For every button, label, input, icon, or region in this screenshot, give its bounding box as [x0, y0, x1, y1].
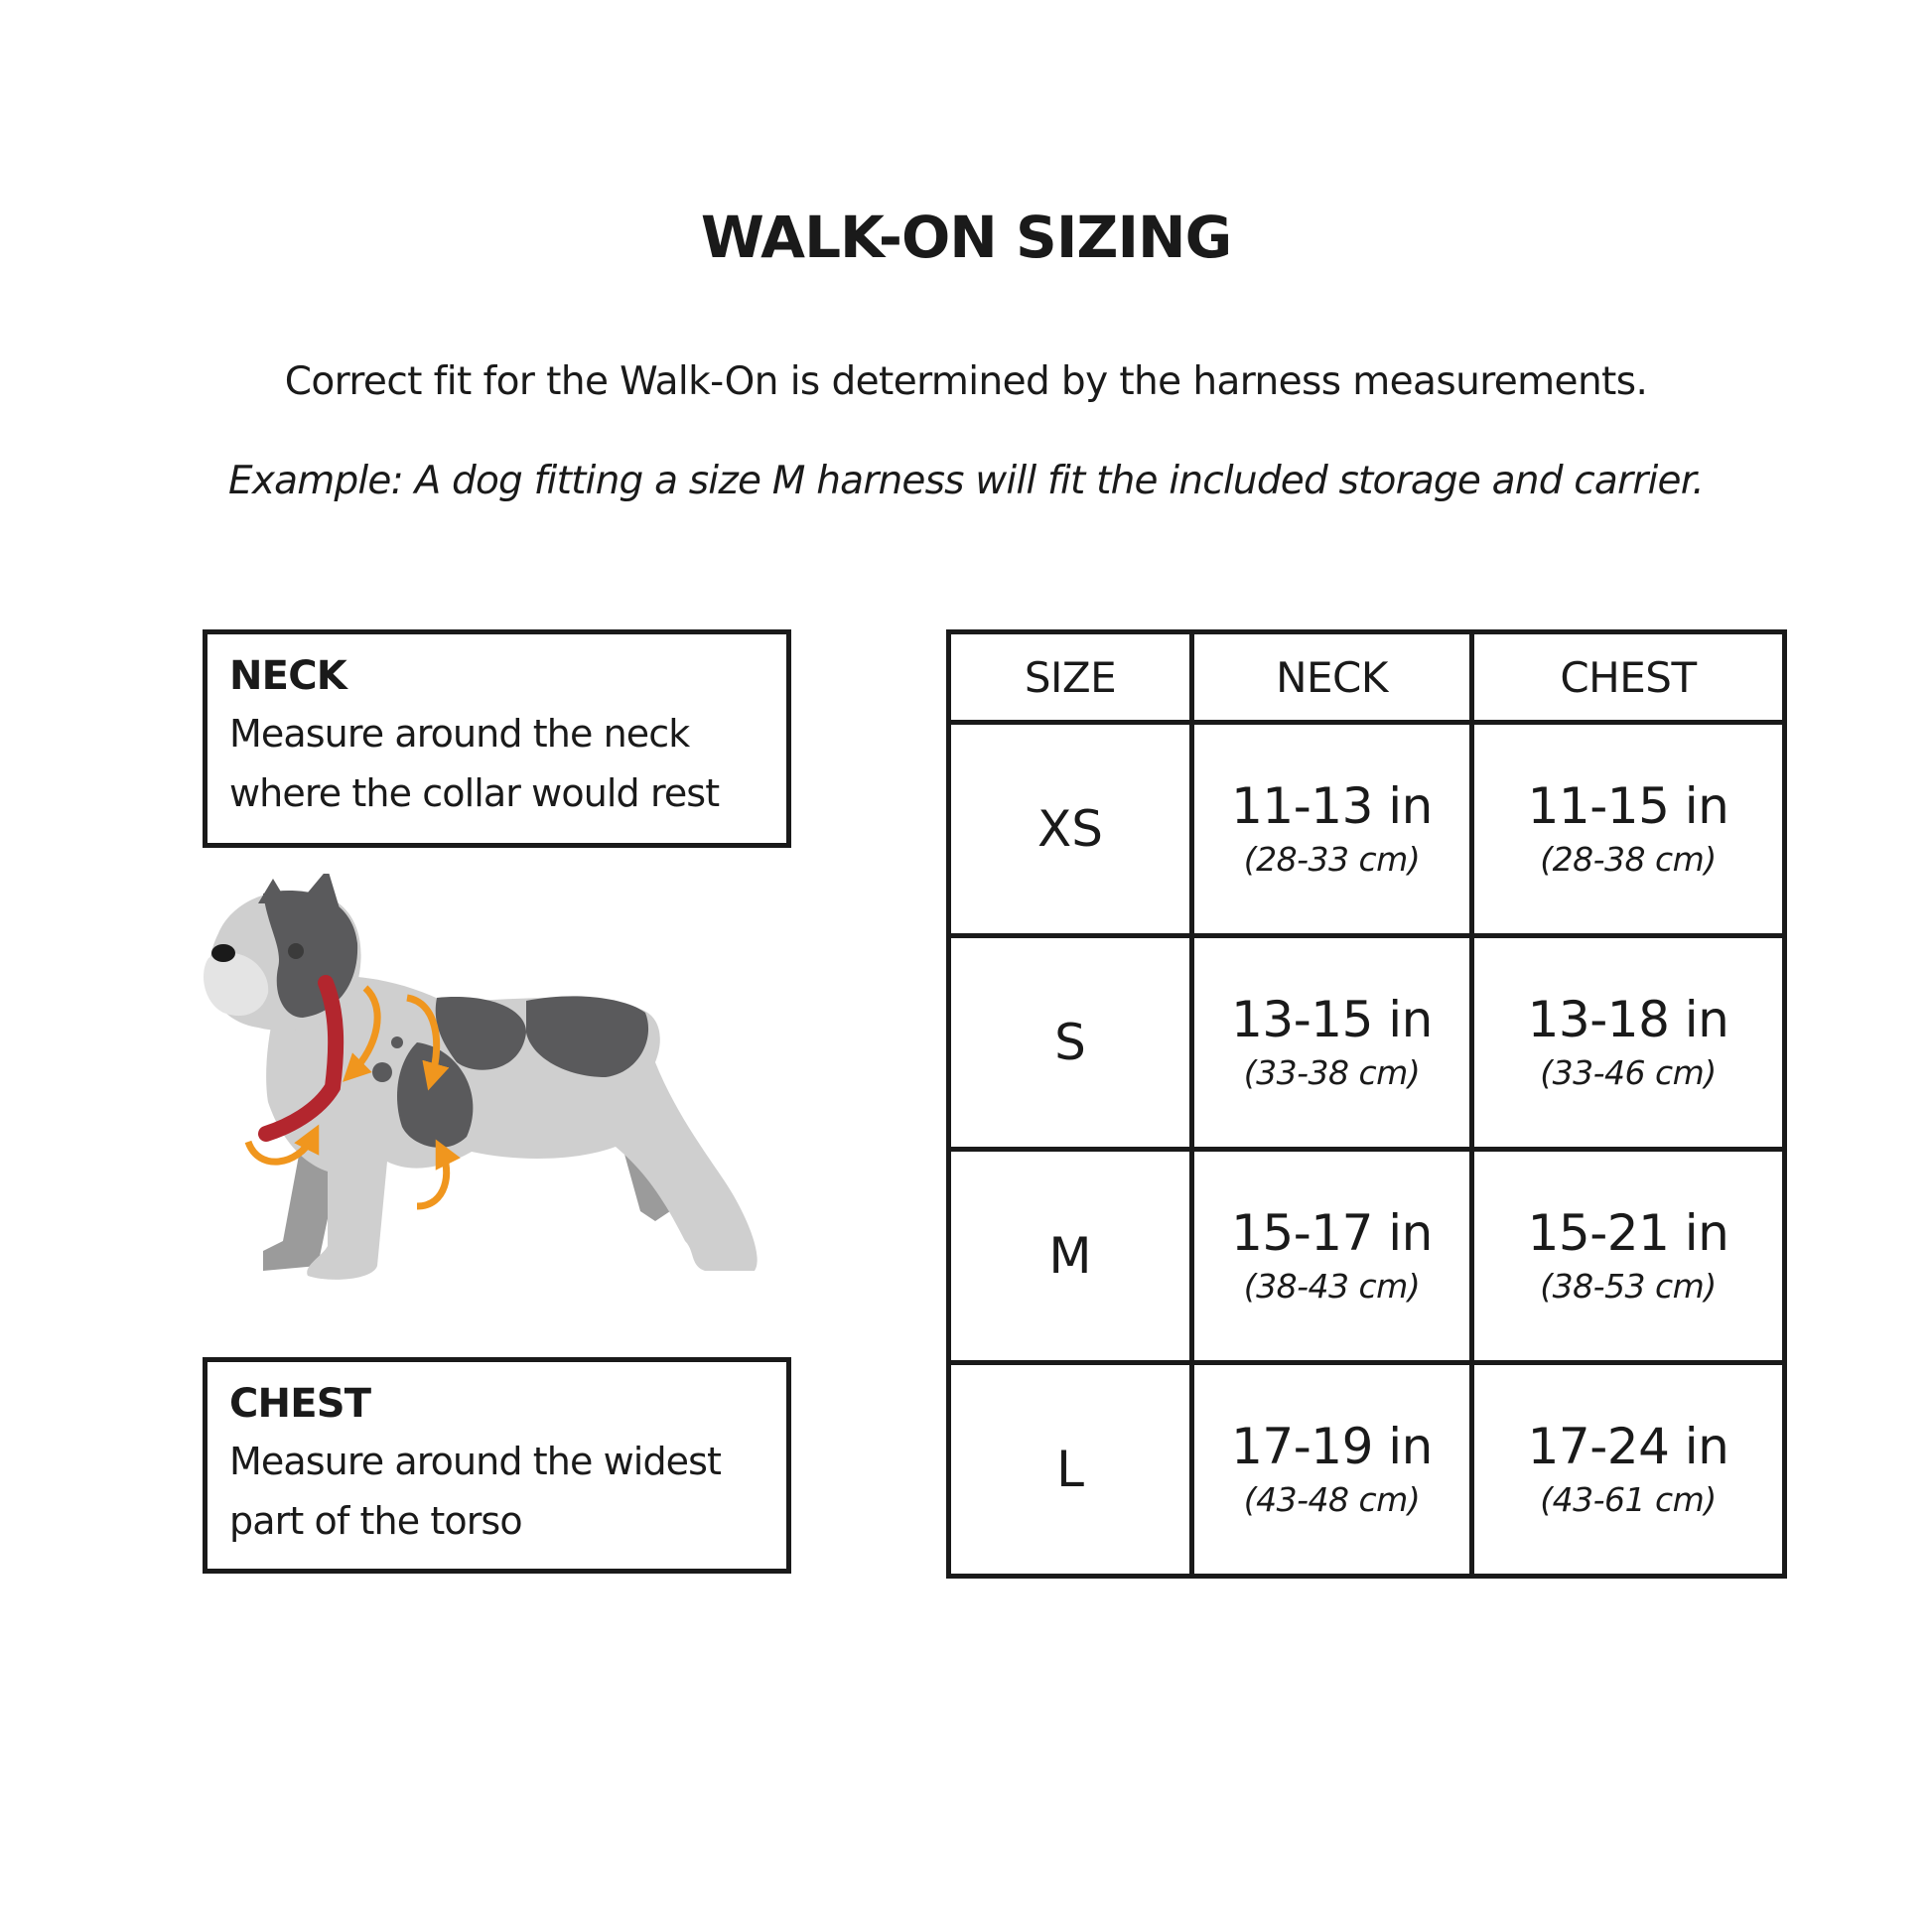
size-label: M [949, 1150, 1192, 1363]
chest-inches: 11-15 in [1527, 777, 1729, 835]
table-header-row [949, 632, 1785, 723]
neck-cell [1192, 936, 1472, 1150]
size-chart-table [946, 629, 1787, 1579]
neck-inches: 15-17 in [1231, 1204, 1433, 1262]
chest-inches: 15-21 in [1527, 1204, 1729, 1262]
neck-cm: (33-38 cm) [1243, 1053, 1421, 1092]
chest-desc-line2: part of the torso [229, 1499, 522, 1543]
neck-cell [1192, 1363, 1472, 1577]
chest-cell [1472, 936, 1785, 1150]
neck-cell [1192, 723, 1472, 936]
neck-measure-box [203, 629, 791, 848]
neck-cm: (28-33 cm) [1243, 840, 1421, 879]
table-row [949, 936, 1785, 1150]
chest-cm: (33-46 cm) [1540, 1053, 1717, 1092]
neck-inches: 17-19 in [1231, 1418, 1433, 1475]
chest-cm: (43-61 cm) [1540, 1480, 1717, 1519]
dog-eye [288, 943, 304, 959]
chest-desc-line1: Measure around the widest [229, 1440, 722, 1483]
table-row [949, 723, 1785, 936]
fit-description: Correct fit for the Walk-On is determined by the harness measurements. [284, 359, 1648, 404]
neck-desc-line2: where the collar would rest [229, 771, 720, 815]
chest-cell [1472, 1150, 1785, 1363]
size-label: XS [949, 723, 1192, 936]
header-neck: NECK [1192, 632, 1472, 723]
dog-nose [211, 944, 235, 962]
chest-heading: CHEST [229, 1381, 371, 1427]
page-title: WALK-ON SIZING [700, 204, 1232, 271]
fit-example: Example: A dog fitting a size M harness will fit the included storage and carrier. [228, 459, 1704, 503]
neck-cell [1192, 1150, 1472, 1363]
body-spot-small [391, 1036, 403, 1048]
neck-cm: (38-43 cm) [1243, 1267, 1421, 1306]
chest-cm: (38-53 cm) [1540, 1267, 1717, 1306]
size-label: L [949, 1363, 1192, 1577]
size-label: S [949, 936, 1192, 1150]
header-size: SIZE [949, 632, 1192, 723]
neck-desc-line1: Measure around the neck [229, 712, 690, 756]
body-spot [372, 1062, 392, 1082]
chest-cell [1472, 1363, 1785, 1577]
chest-measure-box [203, 1357, 791, 1574]
chest-inches: 13-18 in [1527, 991, 1729, 1048]
neck-inches: 11-13 in [1231, 777, 1433, 835]
french-bulldog-measurement-illustration [189, 874, 824, 1330]
neck-heading: NECK [229, 653, 346, 699]
chest-cell [1472, 723, 1785, 936]
table-row [949, 1363, 1785, 1577]
neck-inches: 13-15 in [1231, 991, 1433, 1048]
table-row [949, 1150, 1785, 1363]
chest-cm: (28-38 cm) [1540, 840, 1717, 879]
header-chest: CHEST [1472, 632, 1785, 723]
chest-inches: 17-24 in [1527, 1418, 1729, 1475]
neck-cm: (43-48 cm) [1243, 1480, 1421, 1519]
